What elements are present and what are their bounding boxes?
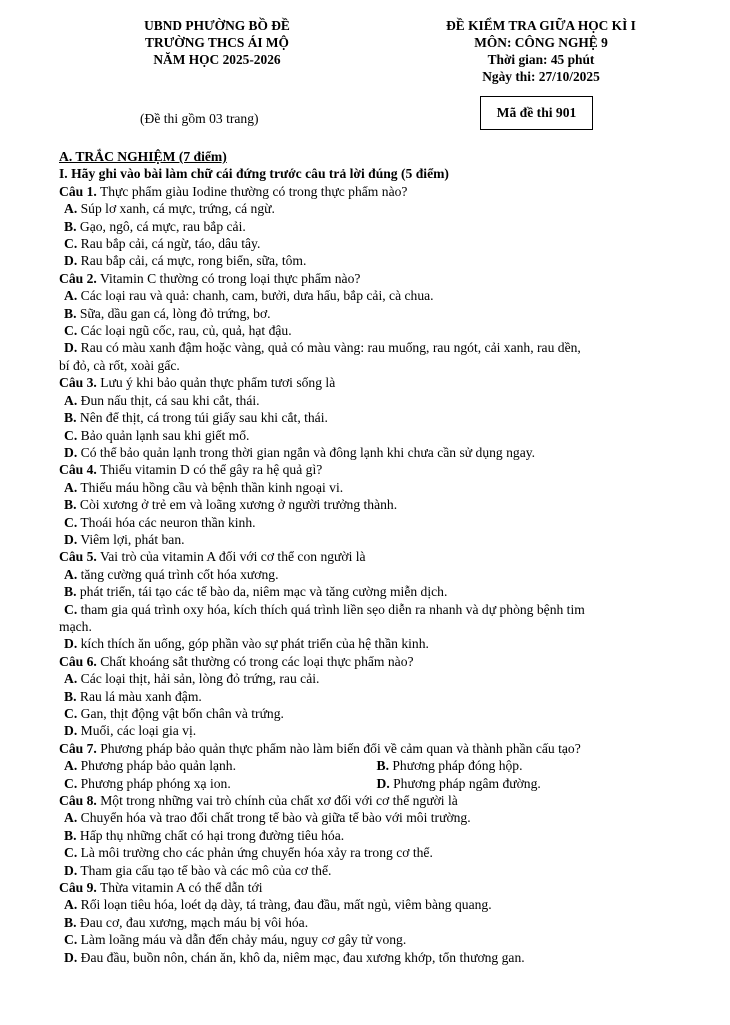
option-text: Các loại ngũ cốc, rau, củ, quả, hạt đậu.	[80, 323, 292, 339]
answer-option	[59, 914, 684, 931]
question-item	[59, 548, 684, 652]
answer-option	[59, 949, 684, 966]
option-text: Rau lá màu xanh đậm.	[79, 688, 202, 704]
question-number: Câu 6.	[59, 653, 97, 669]
question-stem	[59, 653, 684, 670]
question-item	[59, 879, 684, 966]
question-text: Chất khoáng sắt thường có trong các loại thực phẩm nào?	[100, 653, 414, 669]
option-letter: C.	[64, 514, 78, 530]
question-text: Phương pháp bảo quản thực phẩm nào làm biến đổi về cảm quan và thành phần cấu tạo?	[100, 740, 581, 756]
question-number: Câu 5.	[59, 549, 97, 565]
answer-option	[59, 514, 684, 531]
option-text: Gạo, ngô, cá mực, rau bắp cải.	[79, 218, 246, 234]
exam-header	[398, 17, 684, 85]
option-text: Súp lơ xanh, cá mực, trứng, cá ngừ.	[80, 201, 275, 217]
option-letter: C.	[64, 236, 78, 252]
question-number: Câu 3.	[59, 375, 97, 391]
option-row	[59, 757, 684, 774]
answer-option	[59, 531, 684, 548]
answer-option	[59, 200, 684, 217]
exam-content	[59, 148, 684, 966]
question-number: Câu 2.	[59, 270, 97, 286]
option-text: Nên để thịt, cá trong túi giấy sau khi cắt, thái.	[79, 410, 328, 426]
answer-option	[59, 601, 684, 618]
option-text: Có thể bảo quản lạnh trong thời gian ngắn và đông lạnh khi chưa cần sử dụng ngay.	[80, 444, 536, 460]
answer-option	[59, 322, 684, 339]
option-letter: D.	[376, 775, 390, 791]
school-name: TRƯỜNG THCS ÁI MỘ	[145, 35, 289, 50]
option-letter: B.	[64, 688, 77, 704]
option-letter: A.	[64, 201, 78, 217]
option-text: Rau bắp cải, cá ngừ, táo, dâu tây.	[80, 236, 261, 252]
option-text: Bảo quản lạnh sau khi giết mổ.	[80, 427, 250, 443]
option-letter: C.	[64, 706, 78, 721]
answer-option	[59, 409, 684, 426]
answer-option	[59, 235, 684, 252]
question-text: Thực phẩm giàu Iodine thường có trong thực phẩm nào?	[99, 183, 408, 199]
option-letter: D.	[64, 636, 78, 652]
answer-option	[59, 862, 684, 879]
question-stem	[59, 879, 684, 896]
option-letter: B.	[64, 218, 77, 234]
option-text: Làm loãng máu và dẫn đến chảy máu, nguy cơ gây tử vong.	[80, 932, 407, 948]
option-letter: B.	[64, 914, 77, 930]
question-item	[59, 740, 684, 792]
option-text: Muối, các loại gia vị.	[80, 723, 197, 739]
question-item	[59, 792, 684, 879]
option-text: kích thích ăn uống, góp phần vào sự phát triển của hệ thần kinh.	[80, 636, 429, 652]
answer-option	[59, 688, 684, 705]
option-text: Thiếu máu hồng cầu và bệnh thần kinh ngoại vi.	[80, 479, 344, 495]
option-letter: A.	[64, 479, 78, 495]
question-stem	[59, 183, 684, 200]
option-text: Sữa, dầu gan cá, lòng đỏ trứng, bơ.	[79, 305, 271, 321]
option-letter: A.	[64, 810, 78, 826]
option-letter: A.	[64, 566, 78, 582]
answer-option	[59, 444, 684, 461]
question-item	[59, 461, 684, 548]
option-text: Hấp thụ những chất có hại trong đường tiêu hóa.	[79, 827, 345, 843]
option-letter: C.	[64, 427, 78, 443]
answer-option	[59, 757, 372, 774]
answer-option	[59, 305, 684, 322]
option-letter: D.	[64, 862, 78, 878]
answer-option	[59, 827, 684, 844]
exam-code-box	[480, 96, 593, 130]
question-stem	[59, 792, 684, 809]
option-letter: B.	[64, 305, 77, 321]
option-letter: A.	[64, 392, 78, 408]
option-letter: D.	[64, 340, 78, 356]
option-text: Phương pháp bảo quản lạnh.	[80, 758, 237, 774]
option-text: Đau đầu, buồn nôn, chán ăn, khô da, niêm mạc, đau xương khớp, tổn thương gan.	[80, 949, 525, 965]
answer-option	[59, 705, 684, 722]
option-letter: C.	[64, 845, 78, 861]
question-number: Câu 7.	[59, 740, 97, 756]
answer-option	[59, 392, 684, 409]
answer-option	[59, 427, 684, 444]
question-stem	[59, 548, 684, 565]
answer-option	[59, 566, 684, 583]
answer-option	[59, 496, 684, 513]
question-number: Câu 9.	[59, 880, 97, 896]
answer-option	[59, 722, 684, 739]
option-text: tham gia quá trình oxy hóa, kích thích quá trình liền sẹo diễn ra nhanh và dự phòng bệnh tim	[80, 601, 585, 617]
section-a-title: A. TRẮC NGHIỆM (7 điểm)	[59, 149, 227, 164]
answer-option	[372, 757, 685, 774]
question-item	[59, 374, 684, 461]
option-continuation: mạch.	[59, 618, 92, 634]
part-1-instructions: I. Hãy ghi vào bài làm chữ cái đứng trước câu trả lời đúng (5 điểm)	[59, 166, 449, 182]
question-text: Thừa vitamin A có thể dẫn tới	[99, 880, 263, 896]
answer-option	[372, 775, 685, 792]
option-letter: B.	[376, 758, 389, 774]
option-continuation: bí đỏ, cà rốt, xoài gấc.	[59, 357, 180, 373]
question-item	[59, 183, 684, 270]
option-text: tăng cường quá trình cốt hóa xương.	[80, 566, 279, 582]
answer-option	[59, 635, 684, 652]
option-letter: D.	[64, 949, 78, 965]
question-text: Một trong những vai trò chính của chất xơ đối với cơ thể người là	[100, 793, 458, 809]
page-count-note: (Đề thi gồm 03 trang)	[140, 111, 259, 126]
question-number: Câu 8.	[59, 793, 97, 809]
option-text: Các loại rau và quả: chanh, cam, bưởi, dưa hấu, bắp cải, cà chua.	[80, 288, 434, 304]
answer-option	[59, 844, 684, 861]
option-text: Còi xương ở trẻ em và loãng xương ở người trưởng thành.	[79, 497, 398, 513]
option-letter: C.	[64, 601, 78, 617]
question-stem	[59, 374, 684, 391]
option-text: Rau bắp cải, cá mực, rong biển, sữa, tôm.	[80, 253, 307, 269]
option-letter: D.	[64, 444, 78, 460]
exam-date: Ngày thi: 27/10/2025	[482, 69, 600, 84]
answer-option	[59, 775, 372, 792]
option-text: Rối loạn tiêu hóa, loét dạ dày, tá tràng, đau đầu, mất ngủ, viêm bàng quang.	[80, 897, 492, 913]
option-letter: D.	[64, 723, 78, 739]
option-letter: D.	[64, 531, 78, 547]
answer-option	[59, 809, 684, 826]
option-letter: C.	[64, 323, 78, 339]
option-text: Viêm lợi, phát ban.	[80, 531, 185, 547]
option-text: Phương pháp đóng hộp.	[392, 758, 523, 774]
school-header	[92, 17, 342, 68]
school-year: NĂM HỌC 2025-2026	[153, 52, 281, 67]
question-number: Câu 4.	[59, 462, 97, 478]
question-text: Vitamin C thường có trong loại thực phẩm nào?	[99, 270, 361, 286]
answer-option	[59, 218, 684, 235]
question-stem	[59, 270, 684, 287]
option-letter: A.	[64, 897, 78, 913]
question-text: Lưu ý khi bảo quản thực phẩm tươi sống là	[100, 375, 336, 391]
answer-option	[59, 252, 684, 269]
option-text: Đau cơ, đau xương, mạch máu bị vôi hóa.	[79, 914, 309, 930]
exam-title: ĐỀ KIỂM TRA GIỮA HỌC KÌ I	[446, 18, 636, 33]
option-text: Phương pháp phóng xạ ion.	[80, 775, 231, 791]
question-text: Vai trò của vitamin A đối với cơ thể con người là	[99, 549, 366, 565]
option-letter: B.	[64, 584, 77, 600]
option-letter: C.	[64, 932, 78, 948]
option-letter: B.	[64, 827, 77, 843]
question-text: Thiếu vitamin D có thể gây ra hệ quả gì?	[99, 462, 323, 478]
option-text: Chuyển hóa và trao đổi chất trong tế bào và giữa tế bào với môi trường.	[80, 810, 471, 826]
option-text: Rau có màu xanh đậm hoặc vàng, quả có màu vàng: rau muống, rau ngót, cải xanh, rau dền,	[80, 340, 581, 356]
answer-option	[59, 339, 684, 356]
option-letter: D.	[64, 253, 78, 269]
answer-option	[59, 670, 684, 687]
question-stem	[59, 740, 684, 757]
option-letter: A.	[64, 671, 78, 687]
option-letter: A.	[64, 288, 78, 304]
option-letter: C.	[64, 775, 78, 791]
question-item	[59, 270, 684, 374]
answer-option	[59, 583, 684, 600]
answer-option	[59, 287, 684, 304]
option-letter: B.	[64, 497, 77, 513]
question-item	[59, 653, 684, 740]
ward-name: UBND PHƯỜNG BỒ ĐỀ	[144, 18, 290, 33]
option-text: Là môi trường cho các phản ứng chuyển hóa xảy ra trong cơ thể.	[80, 845, 433, 861]
option-text: Phương pháp ngâm đường.	[393, 775, 541, 791]
option-row	[59, 775, 684, 792]
question-stem	[59, 461, 684, 478]
option-text: Tham gia cấu tạo tế bào và các mô của cơ thể.	[80, 862, 332, 878]
option-text: Gan, thịt động vật bốn chân và trứng.	[80, 706, 284, 721]
option-letter: A.	[64, 758, 78, 774]
option-text: phát triển, tái tạo các tế bào da, niêm mạc và tăng cường miễn dịch.	[79, 584, 448, 600]
answer-option	[59, 479, 684, 496]
option-text: Các loại thịt, hải sản, lòng đỏ trứng, rau cải.	[80, 671, 320, 687]
question-list	[59, 183, 684, 966]
exam-subject: MÔN: CÔNG NGHỆ 9	[474, 35, 608, 50]
exam-code: Mã đề thi 901	[496, 105, 577, 121]
option-text: Thoái hóa các neuron thần kinh.	[80, 514, 256, 530]
question-number: Câu 1.	[59, 183, 97, 199]
answer-option	[59, 931, 684, 948]
option-letter: B.	[64, 410, 77, 426]
answer-option	[59, 896, 684, 913]
option-text: Đun nấu thịt, cá sau khi cắt, thái.	[80, 392, 260, 408]
exam-duration: Thời gian: 45 phút	[487, 52, 595, 67]
